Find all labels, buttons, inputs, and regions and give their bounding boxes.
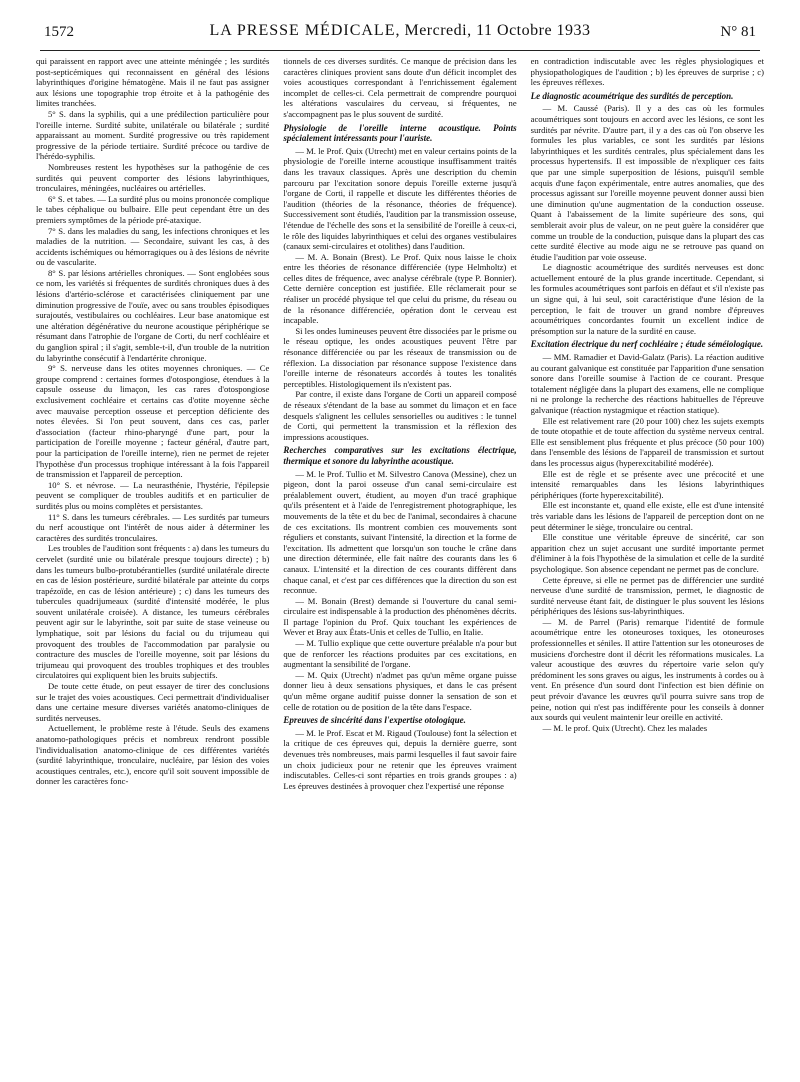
paragraph: — M. le Prof. Escat et M. Rigaud (Toulouse) font la sélection et la critique de ces épreuves qui, depuis la dernière guerre, sont devenues très nombreuses, mais parmi lesquelles il faut savoir faire un choix judicieux pour ne retenir que les épreuves vraiment indiscutables. Celles-ci sont réparties en trois grands groupes : a) Les épreuves destinées à provoquer chez l'expertisé une réponse <box>283 727 517 791</box>
paragraph: Actuellement, le problème reste à l'étude. Seuls des examens anatomo-pathologiques précis et nombreux rendront possible l'individualisation anatomo-clinique de ces différentes variétés (surdité labyrinthique, tronculaire, nucléaire, par lésion des voies acoustiques centrales, etc.), encore qu'il soit souvent impossible de donner les caractères fonc- <box>36 723 270 787</box>
paragraph: De toute cette étude, on peut essayer de tirer des conclusions sur le trajet des voies acoustiques. Ceci permettrait d'individualiser dans une certaine mesure diverses variétés anatomo-cliniques de surdités nerveuses. <box>36 681 270 723</box>
paragraph: Elle est relativement rare (20 pour 100) chez les sujets exempts de toute otopathie et de toute affection du système nerveux central. Elle est sensiblement plus fréquente et plus précoce (50 pour 100) dans l'ensemble des lésions de l'appareil de transmission et surtout dans les processus aigus (hyperexcitabilité modérée). <box>530 415 764 468</box>
paragraph: — M. le prof. Quix (Utrecht). Chez les malades <box>542 722 708 733</box>
section-heading: Recherches comparatives sur les excitations électrique, thermique et sonore du labyrinthe acoustique. <box>283 445 517 466</box>
paragraph: Elle constitue une véritable épreuve de sincérité, car son apparition chez un sujet accusant une surdité importante permet d'éliminer à la fois l'hypothèse de la simulation et celle de la surdité psychologique. Son absence cependant ne permet pas de conclure. <box>530 532 764 574</box>
issue-date: , Mercredi, 11 Octobre 1933 <box>395 22 591 39</box>
paragraph: 8° S. par lésions artérielles chroniques. — Sont englobées sous ce nom, les variétés si fréquentes de surdités chroniques dues à des lésions d'artério-sclérose et caractérisées cliniquement par une diminution progressive de l'ouïe, avec ou sans troubles épisodiques surajoutés, vestibulaires ou cochléaires. Leur base anatomique est une altération dégénérative du neurone acoustique périphérique se résumant dans l'atrophie de l'organe de Corti, du nerf cochléaire et du ganglion spiral ; il s'agit, semble-t-il, d'un trouble de la nutrition du labyrinthe consécutif à l'endartérite chronique. <box>36 267 270 363</box>
paragraph: Si les ondes lumineuses peuvent être dissociées par le prisme ou le réseau optique, les ondes acoustiques peuvent l'être par résonance différenciée ou par les réseaux de transmission ou de réflexion. La dissociation par résonance suppose l'existence dans l'oreille interne de résonateurs accordés à toutes les tonalités perceptibles. Histologiquement ils n'existent pas. <box>283 325 517 389</box>
paragraph: tionnels de ces diverses surdités. Ce manque de précision dans les caractères cliniques provient sans doute d'un déficit incomplet des voies acoustiques correspondant à l'enrichissement également incomplet de celles-ci. Cela permettrait de comprendre pourquoi les altérations vasculaires du cerveau, si fréquentes, ne s'accompagnent pas le plus souvent de surdité. <box>283 56 517 119</box>
paragraph: 6° S. et tabes. — La surdité plus ou moins prononcée complique le tabes céphalique ou bulbaire. Elle peut cependant être un des premiers symptômes de la période pré-ataxique. <box>36 193 270 225</box>
section-heading: Excitation électrique du nerf cochléaire ; étude séméiologique. <box>530 339 764 350</box>
column-middle <box>283 56 516 1070</box>
paragraph: 5° S. dans la syphilis, qui a une prédilection particulière pour l'oreille interne. Surdité subite, unilatérale ou bilatérale ; surdité apparaissant au moment. Surdité progressive ou très rapidement progressive de la période tertiaire. Surdité précoce ou tardive de l'hérédo-syphilis. <box>36 108 270 162</box>
paragraph: — MM. Ramadier et David-Galatz (Paris). La réaction auditive au courant galvanique est constituée par l'apparition d'une sensation sonore dans l'oreille soumise à l'action de ce courant. Presque totalement négligée dans la plupart des examens, elle ne complique ni ne prolonge la recherche des réactions habituelles de l'épreuve galvanique (réaction nystagmique et réaction statique). <box>530 352 764 415</box>
paragraph: — M. le Prof. Quix (Utrecht) met en valeur certains points de la physiologie de l'oreille interne acoustique insuffisamment traités dans les travaux classiques. Après une description du chemin parcouru par l'excitation sonore depuis l'oreille externe jusqu'à l'organe de Corti, il rappelle et discute les différentes théories de l'audition (théories de la résonance, théories de fréquence). Successivement sont étudiés, l'audition par la transmission osseuse, l'étendue de l'échelle des sons et la sensibilité de l'oreille à ceux-ci, le rôle des liquides labyrinthiques et celui des organes vestibulaires (canaux semi-circulaires et otolithes) dans l'audition. <box>283 145 517 252</box>
paragraph: Nombreuses restent les hypothèses sur la pathogénie de ces surdités qui peuvent comporter des lésions labyrinthiques, tronculaires, méningées, nucléaires ou artérielles. <box>36 161 270 194</box>
paragraph: Elle est inconstante et, quand elle existe, elle est d'une intensité très variable dans les lésions de l'appareil de perception dont on ne peut déterminer le siège, tronculaire ou central. <box>530 500 764 532</box>
page-header <box>40 22 760 51</box>
paragraph: Elle est de règle et se présente avec une précocité et une intensité remarquables dans les lésions labyrinthiques périphériques (forte hyperexcitabilité). <box>530 468 764 500</box>
paragraph: qui paraissent en rapport avec une atteinte méningée ; les surdités post-septicémiques qui reconnaissent en général des lésions labyrinthiques d'origine hématogène. Mais il ne faut pas assigner aux lésions une topographie trop étroite et à la pathogénie des limites tranchées. <box>36 56 270 109</box>
paragraph: en contradiction indiscutable avec les règles physiologiques et physiopathologiques de l'audition ; b) les épreuves de surprise ; c) les épreuves réflexes. <box>530 56 764 88</box>
paragraph: — M. Quix (Utrecht) n'admet pas qu'un même organe puisse donner lieu à deux sensations physiques, et dans le cas présent qu'un même organe auditif puisse donner la sensation de son et celle de rotation ou de position de la tête dans l'espace. <box>283 669 517 712</box>
running-title <box>40 22 760 40</box>
section-heading: Epreuves de sincérité dans l'expertise otologique. <box>283 715 466 726</box>
issue-number: N° 81 <box>720 24 756 40</box>
paragraph: — M. de Parrel (Paris) remarque l'identité de formule acoumétrique entre les otoneuroses toxiques, les otoneuroses professionnelles et séniles. Il attire l'attention sur les otoneuroses de musiciens d'orchestre dont il décrit les réformations musicales. La valeur acoustique des œuvres du répertoire varie selon qu'y prédominent les sons graves ou aigus, les instruments à cordes ou à vent. En présence d'un sourd dont l'infection est bien définie on peut prévoir d'avance les œuvres qu'il pourra suivre sans trop de peine, notion qui n'est pas indifférente pour les conseils à donner aux sourds qui veulent maintenir leur oreille en activité. <box>530 616 764 723</box>
column-right <box>531 56 764 1070</box>
paragraph: Cette épreuve, si elle ne permet pas de différencier une surdité nerveuse d'une surdité de transmission, permet, le diagnostic de surdité nerveuse étant fait, de distinguer le plus souvent les lésions périphériques des lésions sus-labyrinthiques. <box>530 574 764 617</box>
page-number: 1572 <box>44 24 74 40</box>
article-body <box>36 56 764 1070</box>
journal-name: LA PRESSE MÉDICALE <box>209 22 396 39</box>
paragraph: — M. Bonain (Brest) demande si l'ouverture du canal semi-circulaire est indispensable à la production des phénomènes décrits. Il partage l'opinion du Prof. Quix touchant les expériences de Wever et Bray aux États-Unis et celles de Tullio, en Italie. <box>283 595 517 638</box>
paragraph: 9° S. nerveuse dans les otites moyennes chroniques. — Ce groupe comprend : certaines formes d'otospongiose, étendues à la capsule osseuse du limaçon, les cas rares d'otospongiose exclusivement cochléaire et certains cas d'otite moyenne sèche avec mauvaise perception osseuse et perception déficiente des notes élevées. Si l'on peut souvent, dans ces cas, parler d'association (facteur rhino-pharyngé d'une part, pour la participation de l'oreille moyenne ; facteur général, d'autre part, pour la participation de l'oreille interne), rien ne permet de rejeter l'hypothèse d'un processus trophique intéressant à la fois l'appareil de transmission et l'appareil de perception. <box>36 363 270 480</box>
paragraph: — M. Tullio explique que cette ouverture préalable n'a pour but que de renforcer les réactions produites par ces excitations, en augmentant la sensibilité de l'organe. <box>283 638 517 670</box>
paragraph: — M. Caussé (Paris). Il y a des cas où les formules acoumétriques sont toujours en accord avec les lésions, ce sont les surdités par névrite. D'autre part, il y a des cas où l'on observe les formules les plus variables, ce sont les surdités par lésions labyrinthiques et les surdités centrales, plus spécialement dans les processus hypertensifs. Il est impossible de n'expliquer ces faits que par une simple superposition de lésions, puisqu'il semble acquis d'une façon expérimentale, entre autres anomalies, que des processus agissant sur l'oreille moyenne peuvent donner aussi bien une diminution qu'une augmentation de la conduction osseuse. Quant à l'abaissement de la limite supérieure des sons, qui semblerait avoir plus de valeur, on ne peut guère la considérer que comme un trouble de la conduction, puisque dans la plupart des cas cette surdité élective au mode aigu ne se retrouve pas quand on étudie l'audition par voie osseuse. <box>530 103 764 262</box>
paragraph: — M. le Prof. Tullio et M. Silvestro Canova (Messine), chez un pigeon, dont la paroi osseuse d'un canal semi-circulaire est préalablement ouvert, étudient, au moyen d'un tracé graphique qu'ils présentent et à l'aide de l'enregistrement photographique, les mouvements de la tête et du bec de l'animal, secondaires à chacune de ces excitations. Ils montrent combien ces mouvements sont réguliers et constants, suivant l'intensité, la direction et la forme de l'excitation. Ils admettent que lorsqu'un son touche le crâne dans une direction déterminée, elle fait naître des courants dans les 6 canaux. L'intensité et la direction de ces courants diffèrent dans chaque canal, et c'est par ces différences que la direction du son est reconnue. <box>283 468 517 596</box>
section-heading: Physiologie de l'oreille interne acoustique. Points spécialement intéressants pour l'auriste. <box>283 122 517 144</box>
section-heading: Le diagnostic acoumétrique des surdités de perception. <box>530 90 734 101</box>
paragraph: Le diagnostic acoumétrique des surdités nerveuses est donc actuellement entouré de la plus grande incertitude. Cependant, si les formules acoumétriques sont parfois en défaut et s'il n'existe pas un signe qui, à lui seul, soit caractéristique d'une lésion de la perception, le fait de trouver un grand nombre d'épreuves acoumétriques concordantes fournit un excellent indice de présomption sur la nature de la surdité en cause. <box>530 262 764 336</box>
paragraph: Par contre, il existe dans l'organe de Corti un appareil composé de réseaux s'étendant de la base au sommet du limaçon et en face desquels s'alignent les cellules sensorielles ou auditives : le tunnel de Corti, qui permettent la transmission et la réflexion des impressions acoustiques. <box>283 389 517 442</box>
paragraph: 10° S. et névrose. — La neurasthénie, l'hystérie, l'épilepsie peuvent se compliquer de troubles auditifs et en particulier de surdités plus ou moins complètes et persistantes. <box>36 479 270 511</box>
paragraph: 7° S. dans les maladies du sang, les infections chroniques et les maladies de la nutrition. — Secondaire, suivant les cas, à des accidents ischémiques ou hémorragiques ou à des lésions de névrite ou de vascularite. <box>36 225 270 268</box>
paragraph: Les troubles de l'audition sont fréquents : a) dans les tumeurs du cervelet (surdité unie ou bilatérale presque toujours directe) ; b) dans les tumeurs bulbo-protubérantielles (surdité unilatérale directe en cas de lésion postérieure, surdité bilatérale par atteinte du corps trapézoïde, en cas de lésion antérieure) ; c) dans les tumeurs des tubercules quadrijumeaux (surdité d'intensité modérée, le plus souvent unilatérale croisée). A distance, les tumeurs cérébrales peuvent agir sur le labyrinthe, soit par suite de stase veineuse ou lymphatique, soit par lésions du facial ou du trijumeau qui provoquent des troubles de l'accommodation par paralysie ou contracture des muscles de l'oreille moyenne, soit par lésions du trijumeau qui provoquent des troubles trophiques et des troubles circulatoires qui expliquent bien les bruits subjectifs. <box>36 543 270 681</box>
paragraph: 11° S. dans les tumeurs cérébrales. — Les surdités par tumeurs du nerf acoustique ont l'intérêt de nous aider à déterminer les caractères des surdités tronculaires. <box>36 511 270 543</box>
paragraph: — M. A. Bonain (Brest). Le Prof. Quix nous laisse le choix entre les théories de résonance différenciée (type Helmholtz) et celles dites de fréquence, avec analyse cérébrale (type P. Bonnier). Cette dernière conception est justifiée. Elle réclamerait pour se réaliser un procédé physique tel que celui du prisme, du réseau ou de la résonance différenciée, opération dont le cerveau est incapable. <box>283 251 517 326</box>
column-left <box>36 56 269 1070</box>
